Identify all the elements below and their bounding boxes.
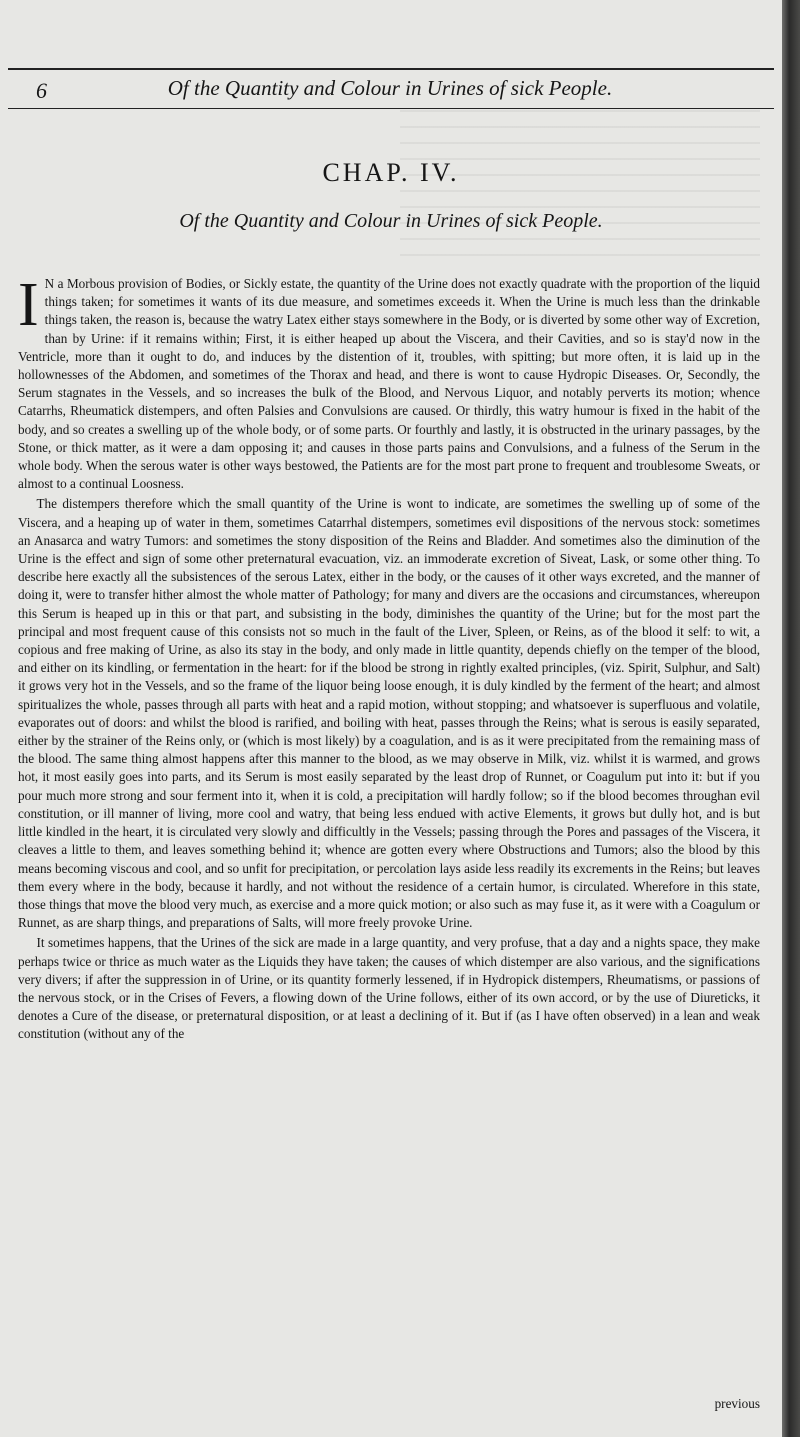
- chapter-heading: CHAP. IV.: [322, 158, 460, 187]
- paragraph-1: [18, 271, 760, 493]
- header-rule-top: [8, 68, 774, 70]
- paragraph-2: The distempers therefore which the small quantity of the Urine is wont to indicate, are sometimes the swelling up of some of the Viscera, and a heaping up of water in them, sometimes Catarrhal distempers, sometimes evil dispositions of the nervous stock: sometimes an Anasarca and watry Tumors: and sometimes the stony disposition of the Reins and Bladder. And sometimes also the diminution of the Urine is the effect and sign of some other preternatural evacuation, viz. an immoderate excretion of Siveat, Lask, or some other thing. To describe here exactly all the subsistences of the serous Latex, either in the body, or the causes of it other ways excreted, and the manner of doing it, were to transfer hither almost the whole matter of Pathology; for many and divers are the occasions and circumstances, whereupon this Serum is heaped up in this or that part, and subsisting in the body, diminishes the quantity of the Urine; but for the most part the principal and most frequent cause of this consists not so much in the fault of the Liver, Spleen, or Reins, as of the blood it self: to wit, a copious and free making of Urine, as also its stay in the body, and only made in little quantity, depends chiefly on the temper of the blood, and either on its kindling, or fermentation in the heart: for if the blood be strong in rightly exalted principles, (viz. Spirit, Sulphur, and Salt) it grows very hot in the Vessels, and so the frame of the liquor being loose enough, it is duly kindled by the ferment of the heart; and almost spiritualizes the whole, passes through all parts with heat and a rapid motion, without stopping; and whatsoever is superfluous and volatile, evaporates out of doors: and whilst the blood is rarified, and boiling with heat, passes through the Reins; what is serous is easily separated, either by the strainer of the Reins only, or (which is most likely) by a coagulation, and is as it were precipitated from the remaining mass of the blood. The same thing almost happens after this manner to the blood, as we may observe in Milk, viz. whilst it is warmed, and grows hot, it most easily goes into parts, and its Serum is most easily separated by the least drop of Runnet, or Coagulum put into it: but if you pour much more strong and sour ferment into it, when it is cold, a precipitation will hardly follow; so if the blood becomes throughan evil constitution, or ill manner of living, more cool and watry, that being less endued with active Elements, it grows but dully hot, and is but little kindled in the heart, it is circulated very slowly and difficultly in the Vessels; passing through the Pores and passages of the Viscera, it cleaves a little to them, and leaves something behind it; whence are gotten every where Obstructions and Tumors; also the blood by this means becoming viscous and cool, and so unfit for precipitation, or percolation lays aside less readily its excrements in the Reins; but leaves them every where in the body, because it hardly, and not without the residence of a certain humor, is circulated. Wherefore in this state, those things that move the blood very much, as exercise and a more quick motion; or also such as may fuse it, as it were with a Coagulum or Runnet, as are sharp things, and preparations of Salts, will more freely provoke Urine.: [18, 496, 760, 931]
- page-edge-shadow: [782, 0, 800, 1437]
- page-number: 6: [36, 78, 47, 103]
- running-title: Of the Quantity and Colour in Urines of sick People.: [167, 76, 613, 100]
- drop-cap: I: [18, 271, 39, 339]
- paragraph-1-text: N a Morbous provision of Bodies, or Sickly estate, the quantity of the Urine does not exactly quadrate with the proportion of the liquid things taken; for sometimes it wants of its due measure, and sometimes exceeds it. When the Urine is much less than the drinkable things taken, the reason is, because the watry Latex either stays somewhere in the Body, or is diverted by some other way of Excretion, than by Urine: if it remains within; First, it is either heaped up about the Viscera, and their Cavities, and so is stay'd now in the Ventricle, more than it ought to do, and induces by the distention of it, troubles, with spitting; but more often, it is laid up in the hollownesses of the Abdomen, and sometimes of the Thorax and head, and there is wont to cause Hydropic Diseases. Or, Secondly, the Serum stagnates in the Vessels, and so increases the bulk of the Blood, and Nervous Liquor, and notably perverts its motion; whence Catarrhs, Rheumatick distempers, and often Palsies and Convulsions are caused. Or thirdly, this watry humour is fixed in the habit of the body, and so creates a swelling up of the whole body, or of some parts. Or fourthly and lastly, it is obstructed in the urinary passages, by the Stone, or thick matter, as it were a dam opposing it; and causes in those parts pains and Convulsions, and a fulness of the Serum in the whole body. When the serous water is other ways bestowed, the Patients are for the most part prone to frequent and troublesome Sweats, or almost to a continual Loosness.: [18, 276, 760, 492]
- catchword: previous: [714, 1396, 760, 1411]
- paragraph-3: It sometimes happens, that the Urines of the sick are made in a large quantity, and very profuse, that a day and a nights space, they make perhaps twice or thrice as much water as the Liquids they have taken; the causes of which distemper are also various, and the significations very divers; if after the suppression in of Urine, or its quantity formerly lessened, if in Hydropick distempers, Rheumatisms, or passions of the nervous stock, or in the Crises of Fevers, a flowing down of the Urine follows, either of its own accord, or by the use of Diureticks, it denotes a Cure of the disease, or preternatural disposition, or at least a declining of it. But if (as I have often observed) in a lean and weak constitution (without any of the: [18, 935, 760, 1042]
- body-text: [18, 271, 760, 1044]
- header-rule-bottom: [8, 108, 774, 109]
- chapter-title: Of the Quantity and Colour in Urines of sick People.: [179, 210, 603, 232]
